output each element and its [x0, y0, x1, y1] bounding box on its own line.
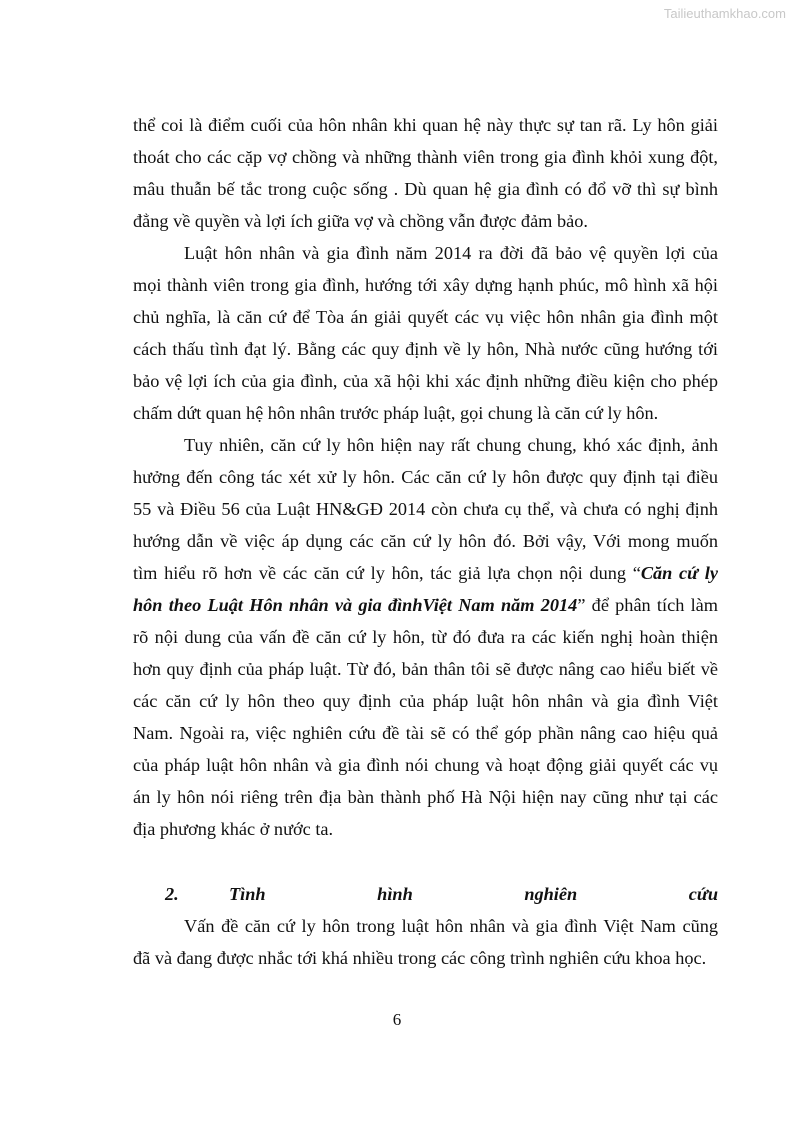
- text-line: [133, 461, 718, 493]
- text-line: [133, 173, 718, 205]
- text-segment: địa phương khác ở nước ta.: [133, 819, 334, 839]
- text-segment: hơn quy định của pháp luật. Từ đó, bản thân tôi sẽ được nâng cao hiểu biết về: [133, 659, 718, 679]
- text-line: [133, 397, 718, 429]
- text-line: [133, 237, 718, 269]
- text-line: [133, 301, 718, 333]
- text-segment: đã và đang được nhắc tới khá nhiều trong các công trình nghiên cứu khoa học.: [133, 948, 707, 968]
- text-line: [133, 621, 718, 653]
- text-segment: đẳng về quyền và lợi ích giữa vợ và chồng vẫn được đảm bảo.: [133, 211, 588, 231]
- text-line: [133, 269, 718, 301]
- text-segment: mọi thành viên trong gia đình, hướng tới xây dựng hạnh phúc, mô hình xã hội: [133, 275, 718, 295]
- text-line: [133, 333, 718, 365]
- text-segment: Luật hôn nhân và gia đình năm 2014 ra đời đã bảo vệ quyền lợi của: [184, 243, 718, 263]
- text-segment: bảo vệ lợi ích của gia đình, của xã hội khi xác định những điều kiện cho phép: [133, 371, 718, 391]
- text-line: [133, 109, 718, 141]
- text-line: [133, 429, 718, 461]
- text-segment: ” để phân tích làm: [577, 595, 718, 615]
- text-segment: các căn cứ ly hôn theo quy định của pháp luật hôn nhân và gia đình Việt: [133, 691, 718, 711]
- text-segment: chấm dứt quan hệ hôn nhân trước pháp luật, gọi chung là căn cứ ly hôn.: [133, 403, 659, 423]
- text-segment: thoát cho các cặp vợ chồng và những thành viên trong gia đình khỏi xung đột,: [133, 147, 718, 167]
- text-line: [133, 493, 718, 525]
- text-segment: Vấn đề căn cứ ly hôn trong luật hôn nhân và gia đình Việt Nam cũng: [184, 916, 718, 936]
- text-segment: án ly hôn nói riêng trên địa bàn thành phố Hà Nội hiện nay cũng như tại các: [133, 787, 718, 807]
- section-number: 2.: [165, 884, 179, 904]
- text-line: [133, 525, 718, 557]
- document-body: [133, 109, 718, 974]
- text-line: [133, 557, 718, 589]
- text-segment: của pháp luật hôn nhân và gia đình nói chung và hoạt động giải quyết các vụ: [133, 755, 718, 775]
- text-line: [133, 749, 718, 781]
- text-segment: hưởng đến công tác xét xử ly hôn. Các căn cứ ly hôn được quy định tại điều: [133, 467, 718, 487]
- text-segment: thể coi là điểm cuối của hôn nhân khi quan hệ này thực sự tan rã. Ly hôn giải: [133, 115, 718, 135]
- text-segment: Tuy nhiên, căn cứ ly hôn hiện nay rất chung chung, khó xác định, ảnh: [184, 435, 718, 455]
- text-segment: rõ nội dung của vấn đề căn cứ ly hôn, từ đó đưa ra các kiến nghị hoàn thiện: [133, 627, 718, 647]
- text-segment: Nam. Ngoài ra, việc nghiên cứu đề tài sẽ có thể góp phần nâng cao hiệu quả: [133, 723, 718, 743]
- text-line: [133, 653, 718, 685]
- page-number: 6: [392, 1010, 402, 1029]
- text-line: [133, 813, 718, 845]
- text-line: [133, 781, 718, 813]
- text-line: [133, 589, 718, 621]
- text-segment: 55 và Điều 56 của Luật HN&GĐ 2014 còn chưa cụ thể, và chưa có nghị định: [133, 499, 718, 519]
- watermark: Tailieuthamkhao.com: [663, 6, 786, 21]
- text-line: [133, 685, 718, 717]
- emphasized-title: hôn theo Luật Hôn nhân và gia đìnhViệt Nam năm 2014: [133, 595, 578, 615]
- emphasized-title: Căn cứ ly: [640, 563, 718, 583]
- text-segment: hướng dẫn về việc áp dụng các căn cứ ly hôn đó. Bởi vậy, Với mong muốn: [133, 531, 718, 551]
- text-segment: mâu thuẫn bế tắc trong cuộc sống . Dù quan hệ gia đình có đổ vỡ thì sự bình: [133, 179, 718, 199]
- paragraphs-intro: [133, 109, 718, 845]
- text-line: [133, 942, 718, 974]
- text-line: [133, 141, 718, 173]
- text-line: [133, 717, 718, 749]
- text-segment: chủ nghĩa, là căn cứ để Tòa án giải quyết các vụ việc hôn nhân gia đình một: [133, 307, 718, 327]
- section-heading: [133, 878, 718, 910]
- text-segment: tìm hiểu rõ hơn về các căn cứ ly hôn, tác giả lựa chọn nội dung “: [133, 563, 641, 583]
- text-line: [133, 365, 718, 397]
- text-segment: cách thấu tình đạt lý. Bằng các quy định về ly hôn, Nhà nước cũng hướng tới: [133, 339, 718, 359]
- section-title: Tình hình nghiên cứu: [229, 884, 718, 904]
- text-line: [133, 910, 718, 942]
- text-line: [133, 205, 718, 237]
- paragraphs-research: [133, 910, 718, 974]
